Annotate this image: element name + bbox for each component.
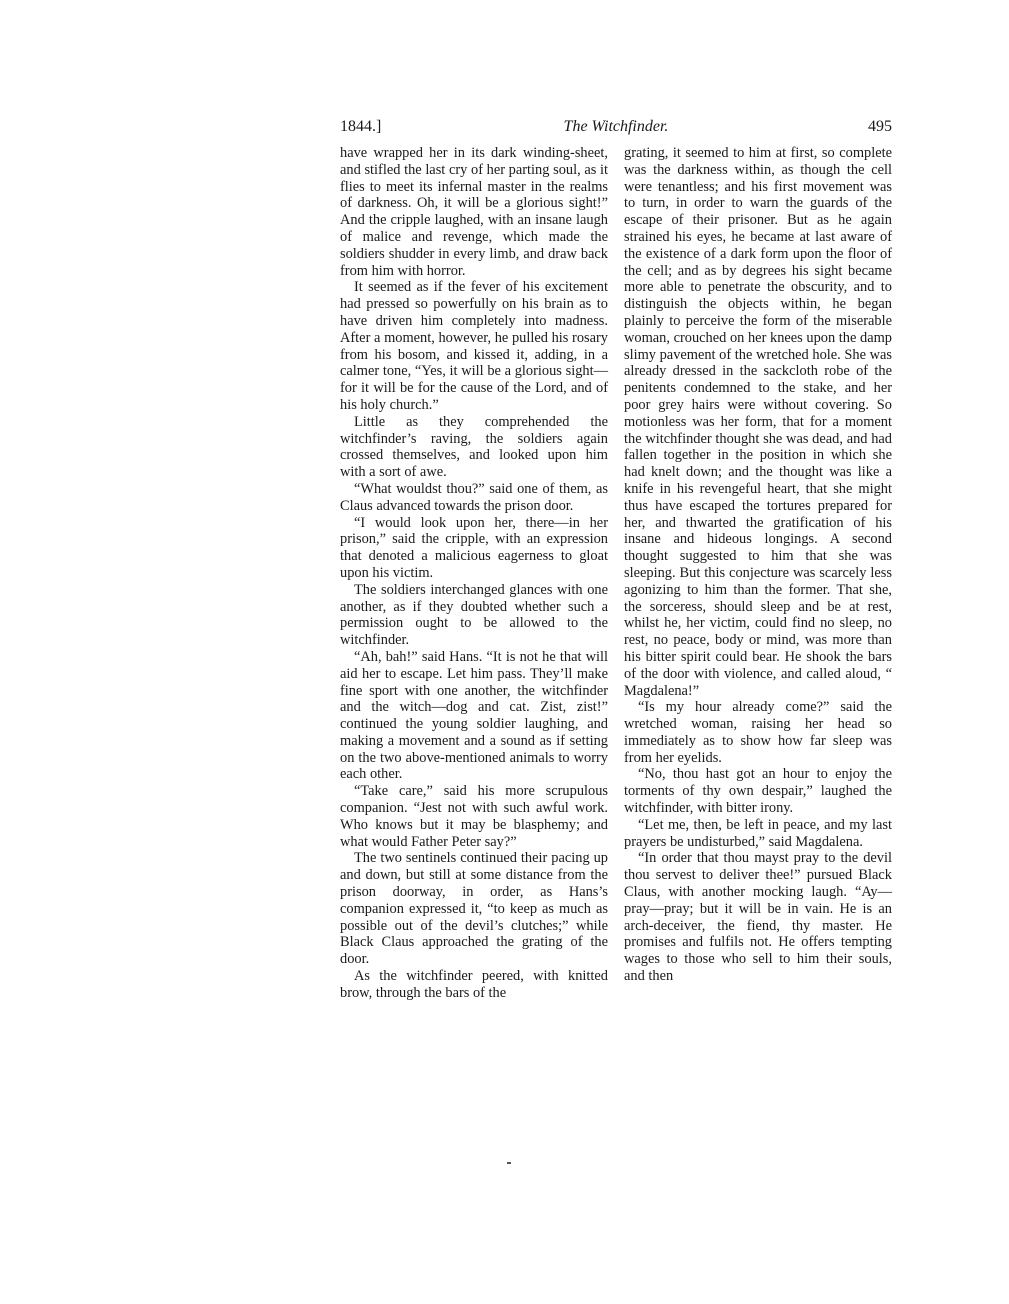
paragraph: It seemed as if the fever of his excitement had pressed so powerfully on his brain as to have driven him completely into madness. After a moment, however, he pulled his rosary from his bosom, and kissed it, adding, in a calmer tone, “Yes, it will be a glorious sight—for it will be for the cause of the Lord, and of his holy church.” xyxy=(340,279,608,413)
paragraph: “Let me, then, be left in peace, and my last prayers be undisturbed,” said Magdalena. xyxy=(624,816,892,850)
footer-mark xyxy=(507,1162,511,1164)
left-column xyxy=(340,145,608,1002)
paragraph: The two sentinels continued their pacing up and down, but still at some distance from the prison doorway, in order, as Hans’s companion expressed it, “to keep as much as possible out of the devil’s clutches;” while Black Claus approached the grating of the door. xyxy=(340,850,608,968)
right-column xyxy=(624,145,892,985)
paragraph: have wrapped her in its dark winding-sheet, and stifled the last cry of her parting soul, as it flies to meet its infernal master in the realms of darkness. Oh, it will be a glorious sight!” And the cripple laughed, with an insane laugh of malice and revenge, which made the soldiers shudder in every limb, and draw back from him with horror. xyxy=(340,145,608,279)
paragraph: grating, it seemed to him at first, so complete was the darkness within, as though the cell were tenantless; and his first movement was to turn, in order to warn the guards of the escape of their prisoner. But as he again strained his eyes, he became at last aware of the existence of a dark form upon the floor of the cell; and as by degrees his sight became more able to penetrate the obscurity, and to distinguish the objects within, he began plainly to perceive the form of the miserable woman, crouched on her knees upon the damp slimy pavement of the wretched hole. She was already dressed in the sackcloth robe of the penitents condemned to the stake, and her poor grey hairs were without covering. So motionless was her form, that for a moment the witchfinder thought she was dead, and had fallen together in the position in which she had knelt down; and the thought was like a knife in his revengeful heart, that she might thus have escaped the tortures prepared for her, and thwarted the gratification of his insane and hideous longings. A second thought suggested to him that she was sleeping. But this conjecture was scarcely less agonizing to him than the former. That she, the sorceress, should sleep and be at rest, whilst he, her victim, could find no sleep, no rest, no peace, body or mind, was more than his bitter spirit could bear. He shook the bars of the door with violence, and called aloud, “ Magdalena!” xyxy=(624,145,892,699)
paragraph: “Is my hour already come?” said the wretched woman, raising her head so immediately as to show how far sleep was from her eyelids. xyxy=(624,699,892,766)
header-date: 1844.] xyxy=(340,118,382,135)
paragraph: “What wouldst thou?” said one of them, as Claus advanced towards the prison door. xyxy=(340,480,608,514)
paragraph: “No, thou hast got an hour to enjoy the torments of thy own despair,” laughed the witchfinder, with bitter irony. xyxy=(624,766,892,817)
paragraph: As the witchfinder peered, with knitted brow, through the bars of the xyxy=(340,968,608,1001)
paragraph: Little as they comprehended the witchfinder’s raving, the soldiers again crossed themselves, and looked upon him with a sort of awe. xyxy=(340,413,608,481)
paragraph: The soldiers interchanged glances with one another, as if they doubted whether such a permission ought to be allowed to the witchfinder. xyxy=(340,581,608,649)
paragraph: “Ah, bah!” said Hans. “It is not he that will aid her to escape. Let him pass. They’ll make fine sport with one another, the witchfinder and the witch—dog and cat. Zist, zist!” continued the young soldier laughing, and making a movement and a sound as if setting on the two above-mentioned animals to worry each other. xyxy=(340,648,608,783)
paragraph: “In order that thou mayst pray to the devil thou servest to deliver thee!” pursued Black Claus, with another mocking laugh. “Ay—pray—pray; but it will be in vain. He is an arch-deceiver, the fiend, thy master. He promises and fulfils not. He offers tempting wages to those who sell to him their souls, and then xyxy=(624,850,892,985)
paragraph: “Take care,” said his more scrupulous companion. “Jest not with such awful work. Who knows but it may be blasphemy; and what would Father Peter say?” xyxy=(340,783,608,850)
header-title: The Witchfinder. xyxy=(563,118,669,135)
page-number: 495 xyxy=(868,118,892,135)
running-head xyxy=(340,118,892,142)
paragraph: “I would look upon her, there—in her prison,” said the cripple, with an expression that denoted a malicious eagerness to gloat upon his victim. xyxy=(340,514,608,581)
